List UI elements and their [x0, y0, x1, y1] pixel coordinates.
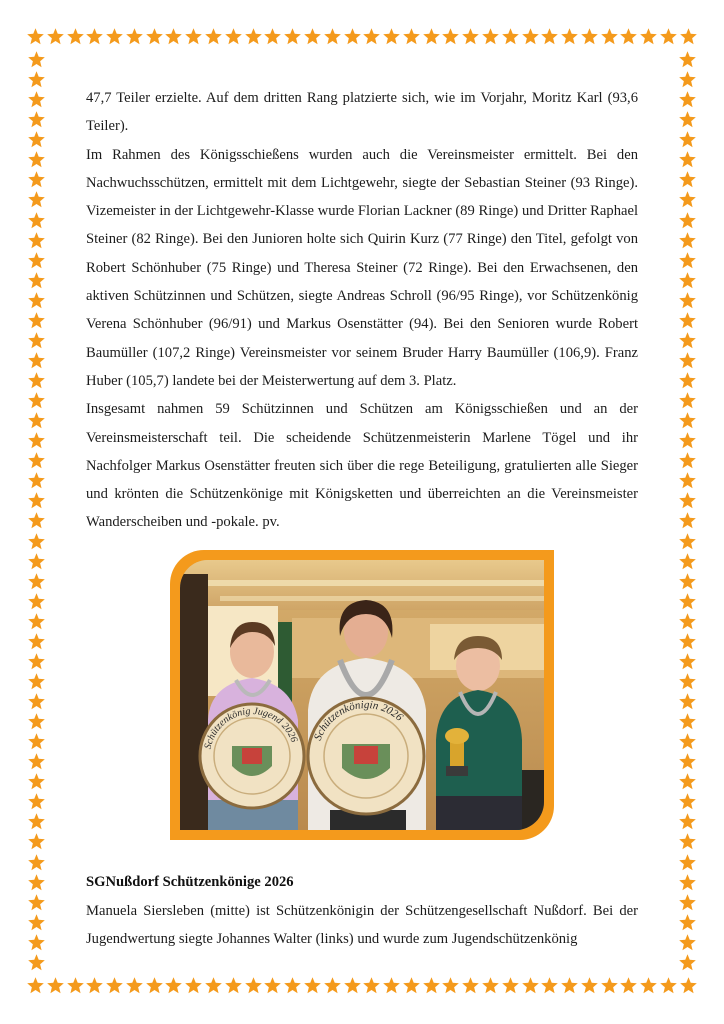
- star-icon: [678, 832, 697, 851]
- star-icon: [600, 976, 619, 995]
- star-icon: [678, 752, 697, 771]
- star-icon: [678, 451, 697, 470]
- star-icon: [501, 976, 520, 995]
- star-icon: [679, 27, 698, 46]
- star-icon: [678, 953, 697, 972]
- star-icon: [678, 511, 697, 530]
- star-icon: [678, 572, 697, 591]
- star-icon: [27, 411, 46, 430]
- star-icon: [678, 130, 697, 149]
- star-icon: [105, 27, 124, 46]
- star-icon: [678, 170, 697, 189]
- star-icon: [678, 592, 697, 611]
- article-paragraph: 47,7 Teiler erzielte. Auf dem dritten Rang platzierte sich, wie im Vorjahr, Moritz Karl (93,6 Teiler).: [86, 90, 638, 135]
- star-icon: [580, 976, 599, 995]
- star-icon: [422, 27, 441, 46]
- star-icon: [678, 853, 697, 872]
- star-icon: [382, 976, 401, 995]
- star-icon: [85, 976, 104, 995]
- star-icon: [184, 976, 203, 995]
- star-icon: [343, 27, 362, 46]
- star-icon: [27, 632, 46, 651]
- star-icon: [27, 50, 46, 69]
- photo-block: [170, 550, 554, 840]
- caption-title: SGNußdorf Schützenkönige 2026: [86, 874, 294, 890]
- star-icon: [283, 976, 302, 995]
- star-icon: [678, 812, 697, 831]
- star-icon: [461, 976, 480, 995]
- star-icon: [27, 70, 46, 89]
- star-icon: [27, 170, 46, 189]
- star-icon: [540, 27, 559, 46]
- star-icon: [678, 913, 697, 932]
- star-icon: [461, 27, 480, 46]
- star-icon: [441, 27, 460, 46]
- star-icon: [659, 976, 678, 995]
- star-border-right: [678, 50, 698, 972]
- star-icon: [560, 27, 579, 46]
- star-icon: [678, 391, 697, 410]
- star-icon: [678, 351, 697, 370]
- star-icon: [678, 692, 697, 711]
- star-icon: [27, 391, 46, 410]
- star-icon: [27, 732, 46, 751]
- star-icon: [27, 251, 46, 270]
- star-icon: [27, 652, 46, 671]
- star-icon: [105, 976, 124, 995]
- star-icon: [27, 812, 46, 831]
- star-icon: [26, 27, 45, 46]
- star-icon: [27, 431, 46, 450]
- star-icon: [678, 291, 697, 310]
- star-icon: [27, 110, 46, 129]
- star-icon: [678, 251, 697, 270]
- star-icon: [27, 792, 46, 811]
- star-icon: [600, 27, 619, 46]
- star-icon: [303, 27, 322, 46]
- star-icon: [678, 772, 697, 791]
- star-icon: [27, 672, 46, 691]
- star-icon: [678, 150, 697, 169]
- star-icon: [678, 50, 697, 69]
- star-icon: [27, 311, 46, 330]
- star-icon: [224, 976, 243, 995]
- star-icon: [678, 491, 697, 510]
- star-icon: [125, 27, 144, 46]
- star-icon: [27, 752, 46, 771]
- star-icon: [145, 27, 164, 46]
- star-icon: [26, 976, 45, 995]
- star-icon: [678, 532, 697, 551]
- star-icon: [46, 976, 65, 995]
- star-icon: [343, 976, 362, 995]
- star-icon: [27, 873, 46, 892]
- star-icon: [501, 27, 520, 46]
- star-icon: [678, 231, 697, 250]
- star-icon: [27, 592, 46, 611]
- star-icon: [402, 976, 421, 995]
- star-icon: [402, 27, 421, 46]
- star-icon: [27, 853, 46, 872]
- star-icon: [27, 491, 46, 510]
- star-icon: [678, 652, 697, 671]
- star-icon: [27, 572, 46, 591]
- star-icon: [27, 612, 46, 631]
- star-icon: [263, 976, 282, 995]
- star-icon: [678, 732, 697, 751]
- star-icon: [678, 672, 697, 691]
- star-icon: [441, 976, 460, 995]
- star-border-left: [27, 50, 47, 972]
- star-icon: [540, 976, 559, 995]
- star-icon: [46, 27, 65, 46]
- star-icon: [27, 90, 46, 109]
- star-icon: [678, 792, 697, 811]
- star-icon: [27, 291, 46, 310]
- star-icon: [224, 27, 243, 46]
- star-border-top: [26, 27, 698, 47]
- star-icon: [678, 371, 697, 390]
- star-icon: [678, 190, 697, 209]
- star-icon: [244, 27, 263, 46]
- star-icon: [678, 271, 697, 290]
- star-icon: [27, 832, 46, 851]
- left-target-text: Schützenkönig Jugend 2026: [202, 705, 300, 751]
- star-icon: [204, 976, 223, 995]
- star-icon: [27, 933, 46, 952]
- star-icon: [204, 27, 223, 46]
- star-icon: [678, 612, 697, 631]
- star-icon: [481, 27, 500, 46]
- star-icon: [678, 311, 697, 330]
- star-icon: [27, 451, 46, 470]
- star-icon: [678, 70, 697, 89]
- star-icon: [678, 873, 697, 892]
- star-icon: [27, 913, 46, 932]
- star-icon: [678, 331, 697, 350]
- star-icon: [619, 27, 638, 46]
- star-icon: [125, 976, 144, 995]
- star-icon: [145, 976, 164, 995]
- star-icon: [66, 976, 85, 995]
- photo: [180, 560, 544, 830]
- star-icon: [678, 552, 697, 571]
- star-icon: [27, 532, 46, 551]
- star-icon: [27, 351, 46, 370]
- star-icon: [27, 893, 46, 912]
- star-icon: [362, 976, 381, 995]
- star-icon: [27, 511, 46, 530]
- star-icon: [27, 953, 46, 972]
- star-icon: [283, 27, 302, 46]
- star-icon: [678, 211, 697, 230]
- star-icon: [323, 976, 342, 995]
- star-icon: [679, 976, 698, 995]
- star-icon: [659, 27, 678, 46]
- article-paragraph: Insgesamt nahmen 59 Schützinnen und Schützen am Königsschießen und an der Vereinsmeisterschaft teil. Die scheidende Schützenmeisterin Marlene Tögel und ihr Nachfolger Markus Osenstätter freuten sich über die rege Beteiligung, gratulierten alle Sieger und krönten die Schützenkönige mit Königsketten und überreichten an die Vereinsmeister Wanderscheiben und -pokale. pv.: [86, 401, 638, 531]
- star-icon: [580, 27, 599, 46]
- star-icon: [521, 27, 540, 46]
- star-icon: [27, 692, 46, 711]
- star-icon: [678, 411, 697, 430]
- star-icon: [27, 211, 46, 230]
- star-icon: [27, 190, 46, 209]
- caption-text: [86, 897, 638, 953]
- star-icon: [678, 110, 697, 129]
- star-icon: [244, 976, 263, 995]
- star-icon: [85, 27, 104, 46]
- star-icon: [303, 976, 322, 995]
- star-icon: [66, 27, 85, 46]
- star-icon: [382, 27, 401, 46]
- star-icon: [27, 712, 46, 731]
- right-target-text: Schützenkönigin 2026: [311, 698, 406, 743]
- star-icon: [263, 27, 282, 46]
- star-icon: [27, 150, 46, 169]
- star-icon: [27, 471, 46, 490]
- star-icon: [678, 471, 697, 490]
- star-icon: [27, 552, 46, 571]
- star-icon: [27, 231, 46, 250]
- star-icon: [481, 976, 500, 995]
- star-icon: [521, 976, 540, 995]
- star-icon: [639, 976, 658, 995]
- star-icon: [678, 632, 697, 651]
- star-icon: [27, 371, 46, 390]
- star-icon: [678, 933, 697, 952]
- star-icon: [164, 976, 183, 995]
- caption-paragraph: Manuela Siersleben (mitte) ist Schützenkönigin der Schützengesellschaft Nußdorf. Bei der Jugendwertung siegte Johannes Walter (links) und wurde zum Jugendschützenkönig: [86, 903, 638, 947]
- star-icon: [27, 130, 46, 149]
- star-icon: [164, 27, 183, 46]
- star-icon: [27, 271, 46, 290]
- star-icon: [678, 712, 697, 731]
- star-icon: [422, 976, 441, 995]
- star-icon: [323, 27, 342, 46]
- star-icon: [678, 431, 697, 450]
- star-border-bottom: [26, 976, 698, 996]
- star-icon: [678, 893, 697, 912]
- star-icon: [560, 976, 579, 995]
- star-icon: [619, 976, 638, 995]
- star-icon: [27, 772, 46, 791]
- star-icon: [639, 27, 658, 46]
- photo-illustration: [180, 560, 544, 830]
- article-paragraph: Im Rahmen des Königsschießens wurden auch die Vereinsmeister ermittelt. Bei den Nachwuchsschützen, ermittelt mit dem Lichtgewehr, siegte der Sebastian Steiner (93 Ringe). Vizemeister in der Lichtgewehr-Klasse wurde Florian Lackner (89 Ringe) und Dritter Raphael Steiner (82 Ringe). Bei den Junioren holte sich Quirin Kurz (77 Ringe) den Titel, gefolgt von Robert Schönhuber (75 Ringe) und Theresa Steiner (72 Ringe). Bei den Erwachsenen, den aktiven Schützinnen und Schützen, siegte Andreas Schroll (96/95 Ringe), vor Schützenkönig Verena Schönhuber (96/91) und Markus Osenstätter (94). Bei den Senioren wurde Robert Baumüller (107,2 Ringe) Vereinsmeister vor seinem Bruder Harry Baumüller (106,9). Franz Huber (105,7) landete bei der Meisterwertung auf dem 3. Platz.: [86, 146, 638, 389]
- star-icon: [184, 27, 203, 46]
- star-icon: [27, 331, 46, 350]
- star-icon: [362, 27, 381, 46]
- star-icon: [678, 90, 697, 109]
- article-body: [86, 84, 638, 537]
